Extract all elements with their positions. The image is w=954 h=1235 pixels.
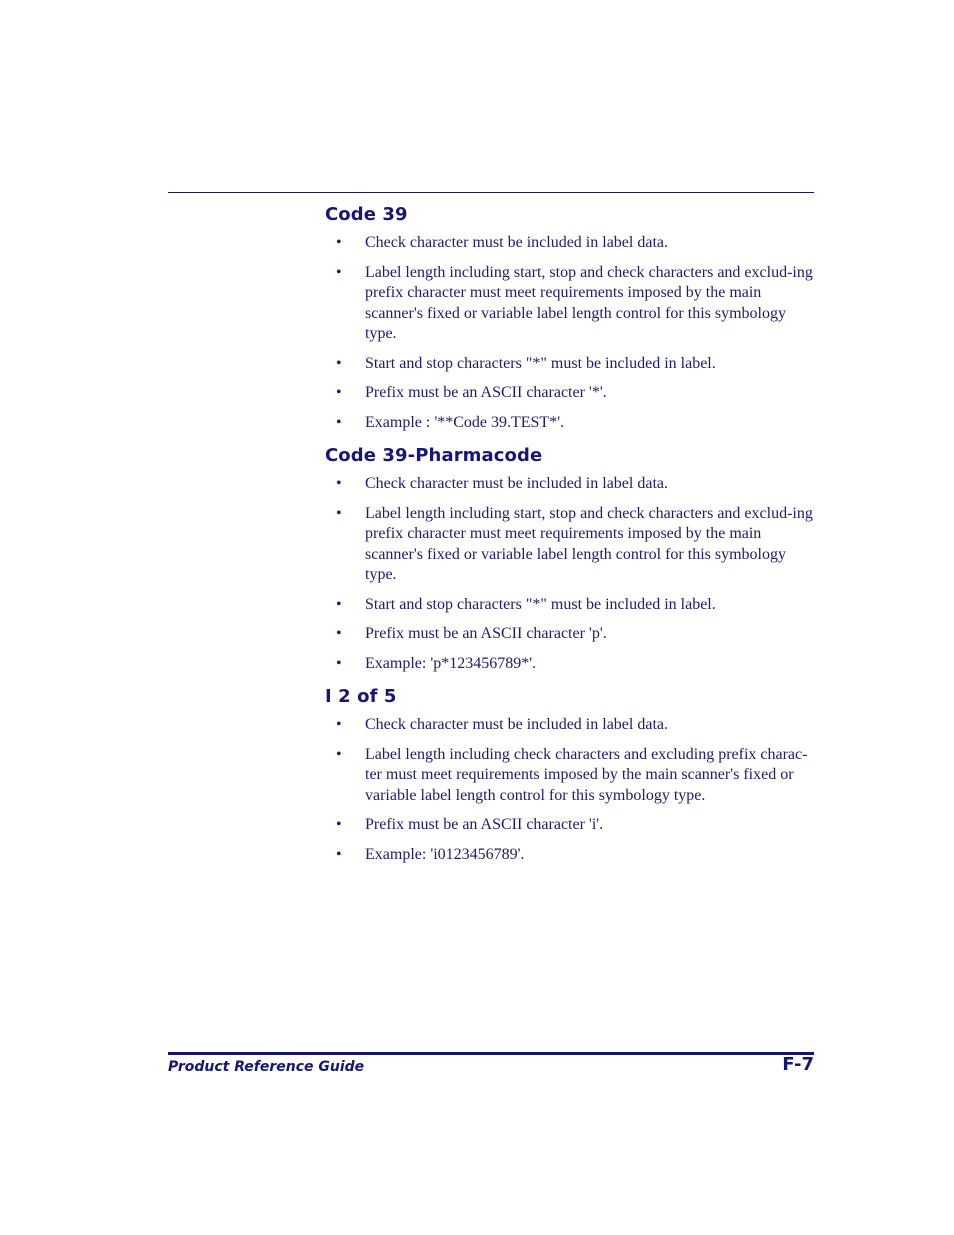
list-item-text: Example: 'p*123456789*'.: [365, 654, 537, 672]
bullet-list: [325, 233, 815, 433]
list-item-text: Label length including start, stop and check characters and exclud-ing prefix character must meet requirements imposed by the main scanner's fixed or variable label length control for this symbology type.: [365, 263, 813, 342]
list-item-text: Label length including check characters and excluding prefix charac-ter must meet requirements imposed by the main scanner's fixed or variable label length control for this symbology type.: [365, 745, 808, 804]
bullet-list: [325, 474, 815, 674]
bullet-icon: •: [336, 745, 342, 763]
bullet-icon: •: [336, 504, 342, 522]
section-heading: Code 39-Pharmacode: [325, 445, 543, 466]
list-item: [325, 654, 815, 675]
list-item-text: Check character must be included in label data.: [365, 475, 668, 492]
list-item-text: Prefix must be an ASCII character '*'.: [365, 384, 607, 401]
page-number: F-7: [782, 1054, 814, 1075]
list-item-text: Prefix must be an ASCII character 'p'.: [365, 625, 607, 642]
bullet-icon: •: [336, 595, 342, 613]
list-item-text: Example : '**Code 39.TEST*'.: [365, 413, 565, 431]
bullet-icon: •: [336, 816, 342, 833]
section-code-39: [325, 203, 815, 433]
bullet-list: [325, 715, 815, 865]
bullet-icon: •: [336, 845, 342, 863]
list-item-text: Example: 'i0123456789'.: [365, 845, 525, 863]
section-code-39-pharmacode: [325, 444, 815, 674]
list-item: [325, 263, 815, 345]
list-item: [325, 595, 815, 616]
list-item: [325, 474, 815, 495]
bullet-icon: •: [336, 263, 342, 281]
bullet-icon: •: [336, 475, 342, 492]
page-content: [325, 203, 815, 876]
bullet-icon: •: [336, 716, 342, 733]
bullet-icon: •: [336, 234, 342, 251]
list-item: [325, 354, 815, 375]
bullet-icon: •: [336, 354, 342, 372]
footer-rule: [168, 1052, 814, 1055]
list-item-text: Start and stop characters "*" must be included in label.: [365, 595, 716, 613]
list-item-text: Label length including start, stop and check characters and exclud-ing prefix character must meet requirements imposed by the main scanner's fixed or variable label length control for this symbology type.: [365, 504, 813, 583]
section-heading: I 2 of 5: [325, 686, 397, 707]
footer-guide-title: Product Reference Guide: [168, 1059, 365, 1075]
bullet-icon: •: [336, 413, 342, 431]
list-item: [325, 715, 815, 736]
list-item-text: Check character must be included in label data.: [365, 716, 668, 733]
list-item: [325, 815, 815, 836]
list-item: [325, 413, 815, 434]
list-item: [325, 383, 815, 404]
bullet-icon: •: [336, 384, 342, 401]
section-heading: Code 39: [325, 204, 408, 225]
list-item: [325, 745, 815, 807]
list-item-text: Start and stop characters "*" must be included in label.: [365, 354, 716, 372]
header-rule: [168, 192, 814, 193]
list-item-text: Check character must be included in label data.: [365, 234, 668, 251]
bullet-icon: •: [336, 654, 342, 672]
list-item-text: Prefix must be an ASCII character 'i'.: [365, 816, 604, 833]
list-item: [325, 504, 815, 586]
list-item: [325, 845, 815, 866]
list-item: [325, 624, 815, 645]
list-item: [325, 233, 815, 254]
section-i-2-of-5: [325, 685, 815, 865]
bullet-icon: •: [336, 625, 342, 642]
